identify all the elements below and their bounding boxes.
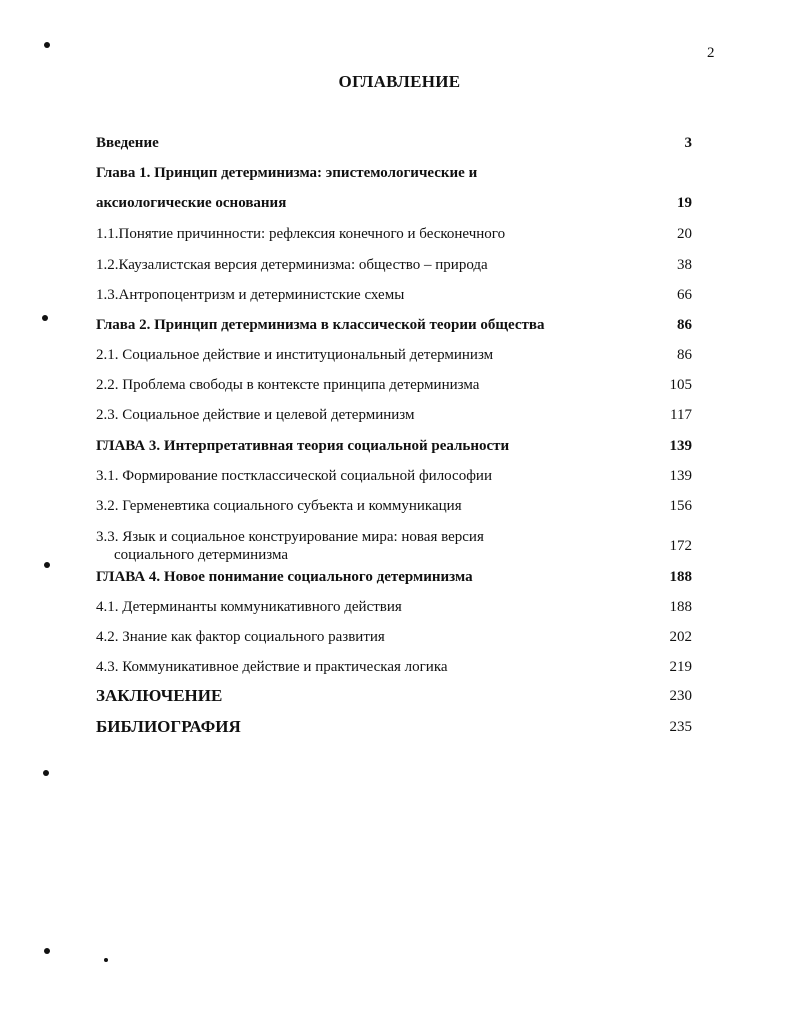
toc-entry-page: 20 — [677, 226, 692, 242]
toc-entry — [96, 134, 692, 152]
toc-entry-text: БИБЛИОГРАФИЯ — [96, 717, 241, 736]
toc-entry — [96, 346, 692, 364]
toc-entry-text: Глава 2. Принцип детерминизма в классической теории общества — [96, 317, 545, 333]
toc-entry-page: 105 — [669, 377, 692, 393]
toc-entry — [96, 467, 692, 485]
toc-entry — [96, 718, 692, 736]
toc-entry-text: 1.3.Антропоцентризм и детерминистские схемы — [96, 287, 405, 303]
toc-entry — [96, 598, 692, 616]
scan-dot — [44, 42, 50, 48]
toc-entry — [96, 528, 692, 564]
toc-entry — [96, 658, 692, 676]
toc-entry-text: 2.2. Проблема свободы в контексте принципа детерминизма — [96, 377, 480, 393]
scan-dot — [104, 958, 108, 962]
toc-entry-page: 139 — [669, 438, 692, 454]
page-number: 2 — [707, 45, 715, 61]
toc-entry-page: 188 — [669, 569, 692, 585]
toc-entry — [96, 286, 692, 304]
toc-entry-text: 3.1. Формирование постклассической социальной философии — [96, 468, 492, 484]
scan-dot — [44, 562, 50, 568]
toc-entry-page: 3 — [684, 135, 692, 151]
toc-entry-page: 156 — [669, 498, 692, 514]
toc-entry-page: 202 — [669, 629, 692, 645]
scan-dot — [44, 948, 50, 954]
toc-entry-text: 4.3. Коммуникативное действие и практическая логика — [96, 659, 448, 675]
toc-entry — [96, 687, 692, 705]
toc-entry — [96, 225, 692, 243]
toc-entry-page: 66 — [677, 287, 692, 303]
toc-entry-text: аксиологические основания — [96, 195, 287, 211]
toc-entry-text: Глава 1. Принцип детерминизма: эпистемологические и — [96, 165, 478, 181]
toc-entry-page: 188 — [669, 599, 692, 615]
toc-entry-page: 235 — [669, 719, 692, 735]
toc-entry — [96, 568, 692, 586]
toc-entry-text: 2.3. Социальное действие и целевой детерминизм — [96, 407, 415, 423]
toc-entry-page: 19 — [677, 195, 692, 211]
toc-entry-page: 139 — [669, 468, 692, 484]
toc-entry — [96, 376, 692, 394]
toc-entry-text: 4.1. Детерминанты коммуникативного действия — [96, 599, 402, 615]
toc-entry-page: 86 — [677, 347, 692, 363]
toc-entry — [96, 497, 692, 515]
toc-entry — [96, 406, 692, 424]
toc-entry-text: 2.1. Социальное действие и институциональный детерминизм — [96, 347, 494, 363]
toc-entry-text: ЗАКЛЮЧЕНИЕ — [96, 686, 223, 705]
toc-entry — [96, 194, 692, 212]
toc-entry-text: 1.2.Каузалистская версия детерминизма: общество – природа — [96, 257, 488, 273]
toc-entry-page: 172 — [669, 538, 692, 554]
toc-entry-page: 219 — [669, 659, 692, 675]
toc-entry — [96, 628, 692, 646]
scan-dot — [43, 770, 49, 776]
toc-entry-page: 230 — [669, 688, 692, 704]
toc-entry-text: 4.2. Знание как фактор социального развития — [96, 629, 385, 645]
toc-entry — [96, 316, 692, 334]
toc-entry-text: ГЛАВА 4. Новое понимание социального детерминизма — [96, 569, 473, 585]
toc-entry-page: 86 — [677, 317, 692, 333]
page-title: ОГЛАВЛЕНИЕ — [338, 72, 461, 91]
toc-entry — [96, 256, 692, 274]
toc-entry-page: 38 — [677, 257, 692, 273]
toc-entry-text: 1.1.Понятие причинности: рефлексия конечного и бесконечного — [96, 226, 506, 242]
toc-entry-text-continued: социального детерминизма — [114, 547, 288, 563]
toc-entry-text: ГЛАВА 3. Интерпретативная теория социальной реальности — [96, 438, 510, 454]
toc-entry — [96, 164, 692, 182]
scan-dot — [42, 315, 48, 321]
toc-entry-text: 3.3. Язык и социальное конструирование мира: новая версия — [96, 529, 484, 545]
toc-entry — [96, 437, 692, 455]
toc-entry-text: Введение — [96, 135, 159, 151]
toc-entry-page: 117 — [670, 407, 692, 423]
toc-entry-text: 3.2. Герменевтика социального субъекта и коммуникация — [96, 498, 462, 514]
